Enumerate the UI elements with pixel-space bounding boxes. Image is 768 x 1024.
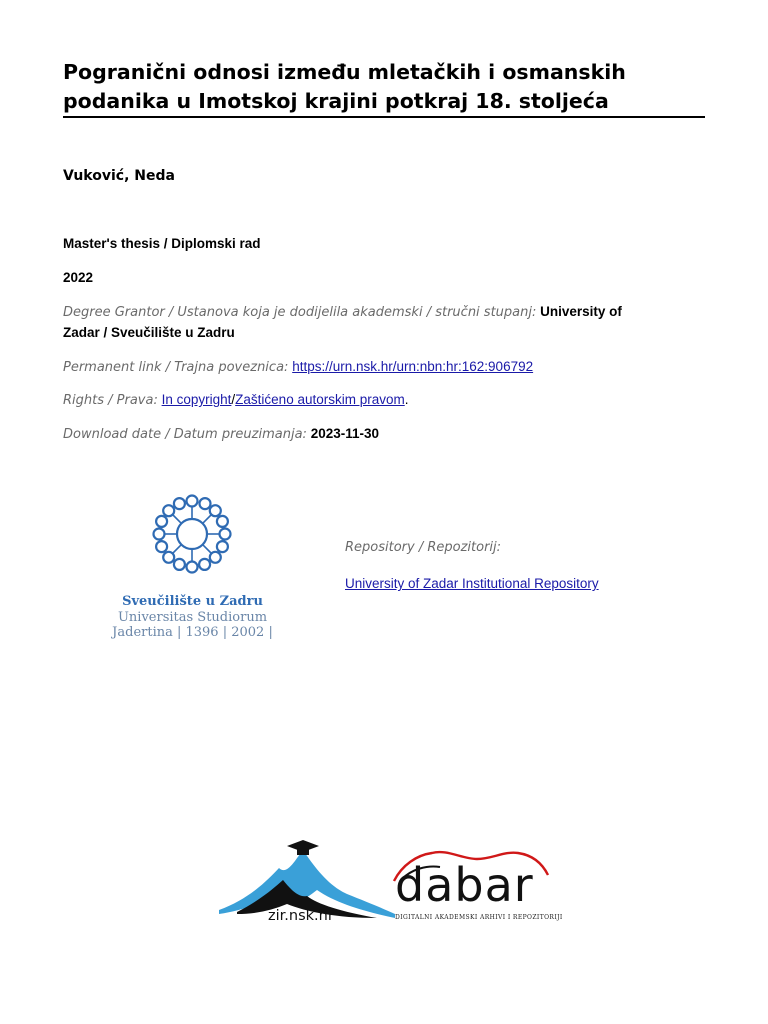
permanent-link-label: Permanent link / Trajna poveznica: [63, 360, 289, 375]
title-divider [63, 116, 705, 118]
dabar-subtitle: DIGITALNI AKADEMSKI ARHIVI I REPOZITORIJI [395, 914, 563, 921]
rights-row [63, 390, 409, 411]
graduation-cap-icon [287, 840, 319, 855]
download-date-row [63, 424, 379, 445]
degree-grantor-label: Degree Grantor / Ustanova koja je dodijelila akademski / stručni stupanj: [63, 305, 537, 320]
thesis-title-line-1: Pogranični odnosi između mletačkih i osmanskih [63, 60, 626, 84]
document-type: Master's thesis / Diplomski rad [63, 236, 261, 251]
repository-label: Repository / Repozitorij: [345, 540, 502, 555]
degree-grantor [63, 302, 703, 343]
thesis-title [63, 58, 705, 116]
download-date-value: 2023-11-30 [310, 426, 379, 441]
author-name: Vuković, Neda [63, 168, 175, 184]
zasticeno-link[interactable]: Zaštićeno autorskim pravom [235, 392, 405, 407]
zir-label: zir.nsk.hr [268, 908, 334, 924]
rights-label: Rights / Prava: [63, 393, 158, 408]
degree-grantor-value-1: University of [540, 304, 622, 319]
university-founded: Jadertina | 1396 | 2002 | [112, 625, 273, 640]
download-date-label: Download date / Datum preuzimanja: [63, 427, 307, 442]
rights-period: . [404, 392, 409, 407]
university-latin-name: Universitas Studiorum [117, 610, 268, 625]
permanent-link-row [63, 357, 533, 378]
degree-grantor-value-2: Zadar / Sveučilište u Zadru [63, 325, 235, 340]
rights-separator: / [231, 392, 236, 407]
permanent-link[interactable]: https://urn.nsk.hr/urn:nbn:hr:162:906792 [292, 359, 534, 374]
repository-link[interactable]: University of Zadar Institutional Repository [345, 576, 599, 591]
publication-year: 2022 [63, 270, 94, 285]
university-name: Sveučilište u Zadru [122, 594, 263, 609]
in-copyright-link[interactable]: In copyright [161, 392, 232, 407]
dabar-wordmark: dabar [395, 858, 534, 912]
thesis-title-line-2: podanika u Imotskoj krajini potkraj 18. stoljeća [63, 89, 609, 113]
